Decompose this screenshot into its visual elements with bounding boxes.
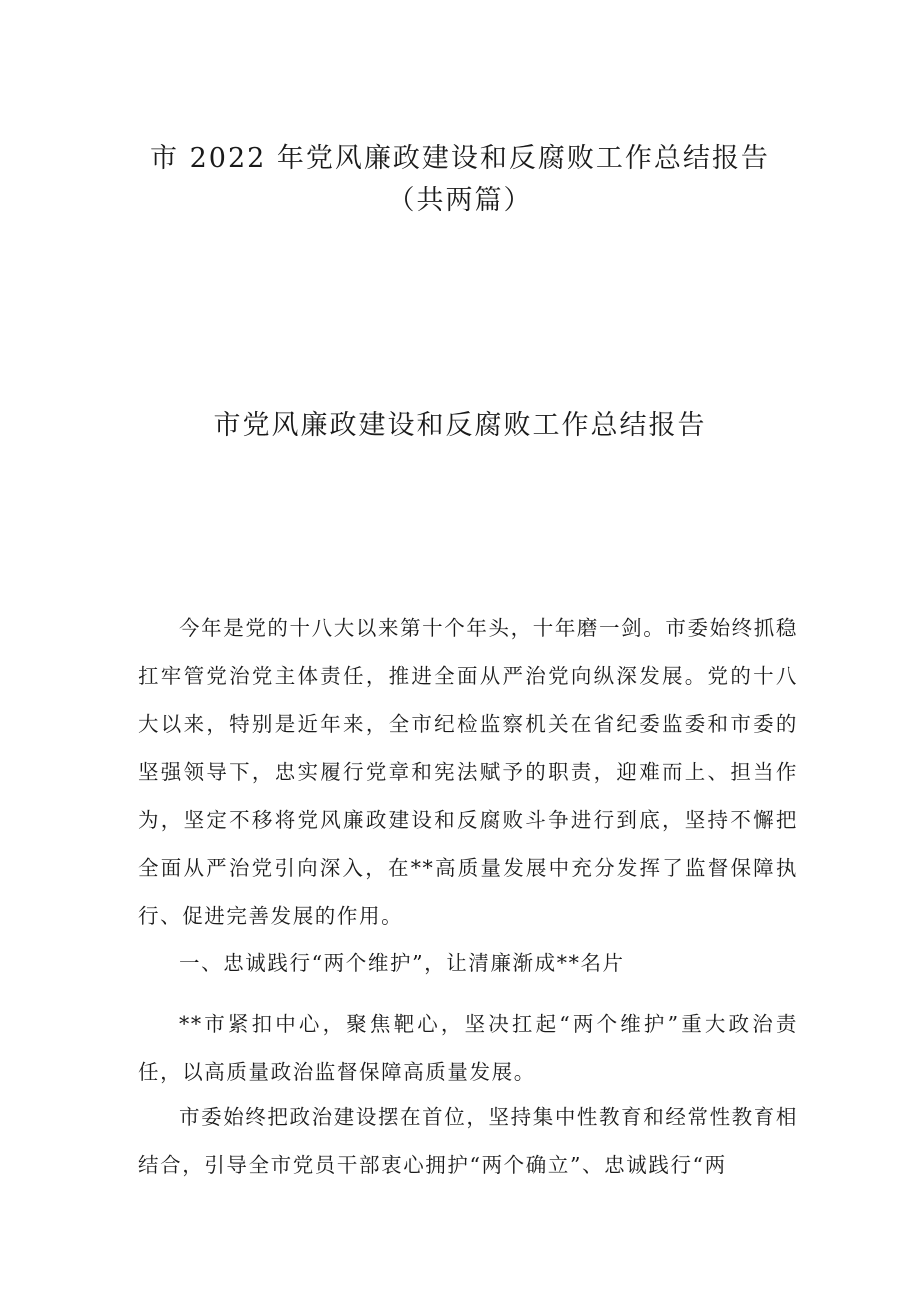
document-subtitle: （共两篇） [387, 185, 533, 216]
body-paragraph: 市委始终把政治建设摆在首位，坚持集中性教育和经常性教育相结合，引导全市党员干部衷心拥护“两个确立”、忠诚践行“两 [138, 1105, 798, 1177]
document-title: 市 2022 年党风廉政建设和反腐败工作总结报告 [150, 143, 770, 174]
section-heading: 一、忠诚践行“两个维护”，让清廉渐成**名片 [179, 951, 625, 975]
body-paragraph: 今年是党的十八大以来第十个年头，十年磨一剑。市委始终抓稳扛牢管党治党主体责任，推进全面从严治党向纵深发展。党的十八大以来，特别是近年来，全市纪检监察机关在省纪委监委和市委的坚强领导下，忠实履行党章和宪法赋予的职责，迎难而上、担当作为，坚定不移将党风廉政建设和反腐败斗争进行到底，坚持不懈把全面从严治党引向深入，在**高质量发展中充分发挥了监督保障执行、促进完善发展的作用。 [138, 616, 798, 928]
body-paragraph: **市紧扣中心，聚焦靶心，坚决扛起“两个维护”重大政治责任，以高质量政治监督保障高质量发展。 [138, 1012, 798, 1084]
section-title: 市党风廉政建设和反腐败工作总结报告 [213, 410, 707, 441]
